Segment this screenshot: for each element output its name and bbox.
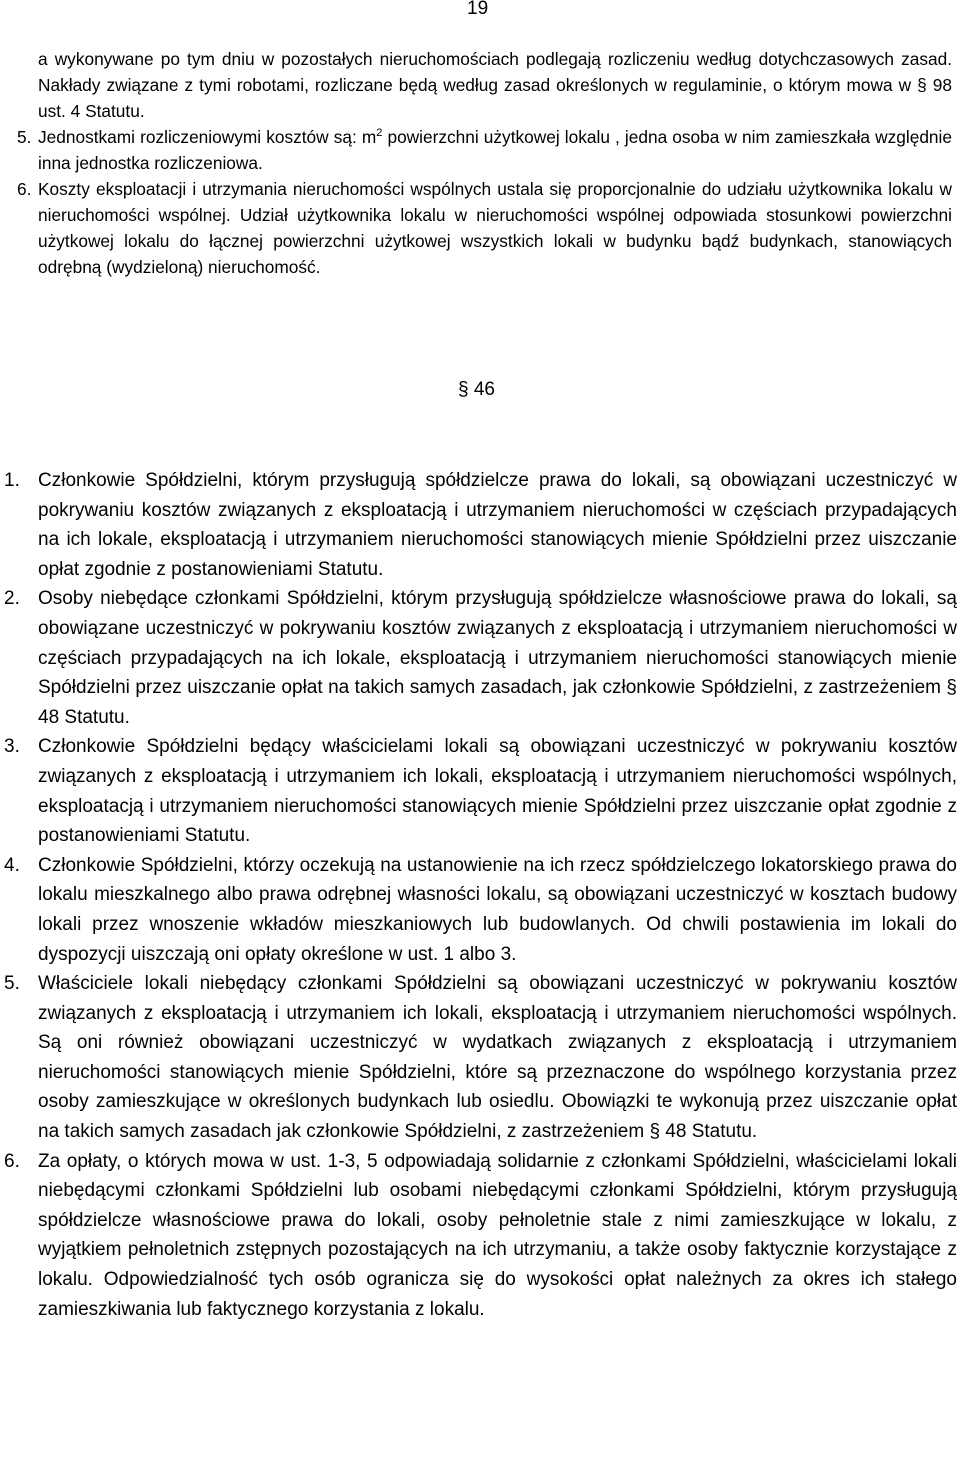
- item-number: 1.: [4, 470, 20, 491]
- item-text: Członkowie Spółdzielni będący właścicielami lokali są obowiązani uczestniczyć w pokrywaniu kosztów związanych z eksploatacją i utrzymaniem ich lokali, eksploatacją i utrzymaniem nieruchomości wspólnych, eksploatacją i utrzymaniem nieruchomości stanowiących mienie Spółdzielni przez uiszczanie opłat zgodnie z postanowieniami Statutu.: [38, 736, 957, 847]
- continuation-paragraph: a wykonywane po tym dniu w pozostałych nieruchomościach podlegają rozliczeniu według dotychczasowych zasad. Nakłady związane z tymi robotami, rozliczane będą według zasad określonych w regulaminie, o którym mowa w § 98 ust. 4 Statutu.: [38, 49, 952, 121]
- item-text: Członkowie Spółdzielni, którym przysługują spółdzielcze prawa do lokali, są obowiązani uczestniczyć w pokrywaniu kosztów związanych z eksploatacją i utrzymaniem nieruchomości w częściach przypadających na ich lokale, eksploatacją i utrzymaniem nieruchomości stanowiących mienie Spółdzielni przez uiszczanie opłat zgodnie z postanowieniami Statutu.: [38, 470, 957, 580]
- item-text: Za opłaty, o których mowa w ust. 1-3, 5 odpowiadają solidarnie z członkami Spółdzielni, właścicielami lokali niebędącymi członkami Spółdzielni lub osobami niebędącymi członkami Spółdzielni, którym przysługują spółdzielcze własnościowe prawa do lokali, osoby pełnoletnie stale z nimi zamieszkujące w lokalu, z wyjątkiem pełnoletnich zstępnych pozostających na ich utrzymaniu, a także osoby faktycznie korzystające z lokalu. Odpowiedzialność tych osób ogranicza się do wysokości opłat należnych za okres ich stałego zamieszkiwania lub faktycznego korzystania z lokalu.: [38, 1150, 957, 1320]
- section-heading: § 46: [458, 379, 495, 400]
- list-item-6: [0, 176, 960, 280]
- item-number: 3.: [4, 736, 20, 758]
- list-item-5: [0, 124, 960, 176]
- item-text: Osoby niebędące członkami Spółdzielni, którym przysługują spółdzielcze własnościowe prawa do lokali, są obowiązane uczestniczyć w pokrywaniu kosztów związanych z eksploatacją i utrzymaniem nieruchomości w częściach przypadających na ich lokale, eksploatacją i utrzymaniem nieruchomości stanowiących mienie Spółdzielni przez uiszczanie opłat na takich samych zasadach, jak członkowie Spółdzielni, z zastrzeżeniem § 48 Statutu.: [38, 588, 957, 728]
- list-item: [0, 969, 960, 1147]
- item-text: Jednostkami rozliczeniowymi kosztów są: m: [38, 127, 377, 147]
- list-item: [0, 732, 960, 850]
- top-text-block: [0, 46, 960, 280]
- superscript: 2: [376, 127, 383, 140]
- item-text: Członkowie Spółdzielni, którzy oczekują na ustanowienie na ich rzecz spółdzielczego lokatorskiego prawa do lokalu mieszkalnego albo prawa odrębnej własności lokalu, są obowiązani uczestniczyć w kosztach budowy lokali przez wnoszenie wkładów mieszkaniowych lub budowlanych. Od chwili postawienia im lokali do dyspozycji uiszczają oni opłaty określone w ust. 1 albo 3.: [38, 854, 957, 965]
- item-text: Koszty eksploatacji i utrzymania nieruchomości wspólnych ustala się proporcjonalnie do udziału użytkownika lokalu w nieruchomości wspólnej. Udział użytkownika lokalu w nieruchomości wspólnej odpowiada stosunkowi powierzchni użytkowej lokalu do łącznej powierzchni użytkowej wszystkich lokali w budynku bądź budynkach, stanowiących odrębną (wydzieloną) nieruchomość.: [38, 179, 952, 277]
- list-item: [0, 851, 960, 969]
- item-number: 6.: [17, 179, 32, 199]
- list-item: [0, 466, 960, 584]
- list-item: [0, 584, 960, 732]
- item-number: 5.: [17, 127, 32, 147]
- list-item: [0, 1147, 960, 1325]
- item-number: 5.: [4, 973, 20, 995]
- item-number: 4.: [4, 854, 20, 876]
- item-text: powierzchni użytkowej lokalu , jedna osoba w nim zamieszkała względnie inna jednostka rozliczeniowa.: [38, 127, 952, 173]
- section-body: [0, 466, 960, 1324]
- item-text: Właściciele lokali niebędący członkami Spółdzielni są obowiązani uczestniczyć w pokrywaniu kosztów związanych z eksploatacją i utrzymaniem ich lokali, eksploatacją i utrzymaniem nieruchomości wspólnych. Są oni również obowiązani uczestniczyć w wydatkach związanych z eksploatacją i utrzymaniem nieruchomości stanowiących mienie Spółdzielni, które są przeznaczone do wspólnego korzystania przez osoby zamieszkujące w określonych budynkach lub osiedlu. Obowiązki te wykonują przez uiszczanie opłat na takich samych zasadach jak członkowie Spółdzielni, z zastrzeżeniem § 48 Statutu.: [38, 973, 957, 1143]
- item-number: 6.: [4, 1150, 20, 1172]
- item-number: 2.: [4, 588, 20, 610]
- page-number: 19: [467, 0, 489, 19]
